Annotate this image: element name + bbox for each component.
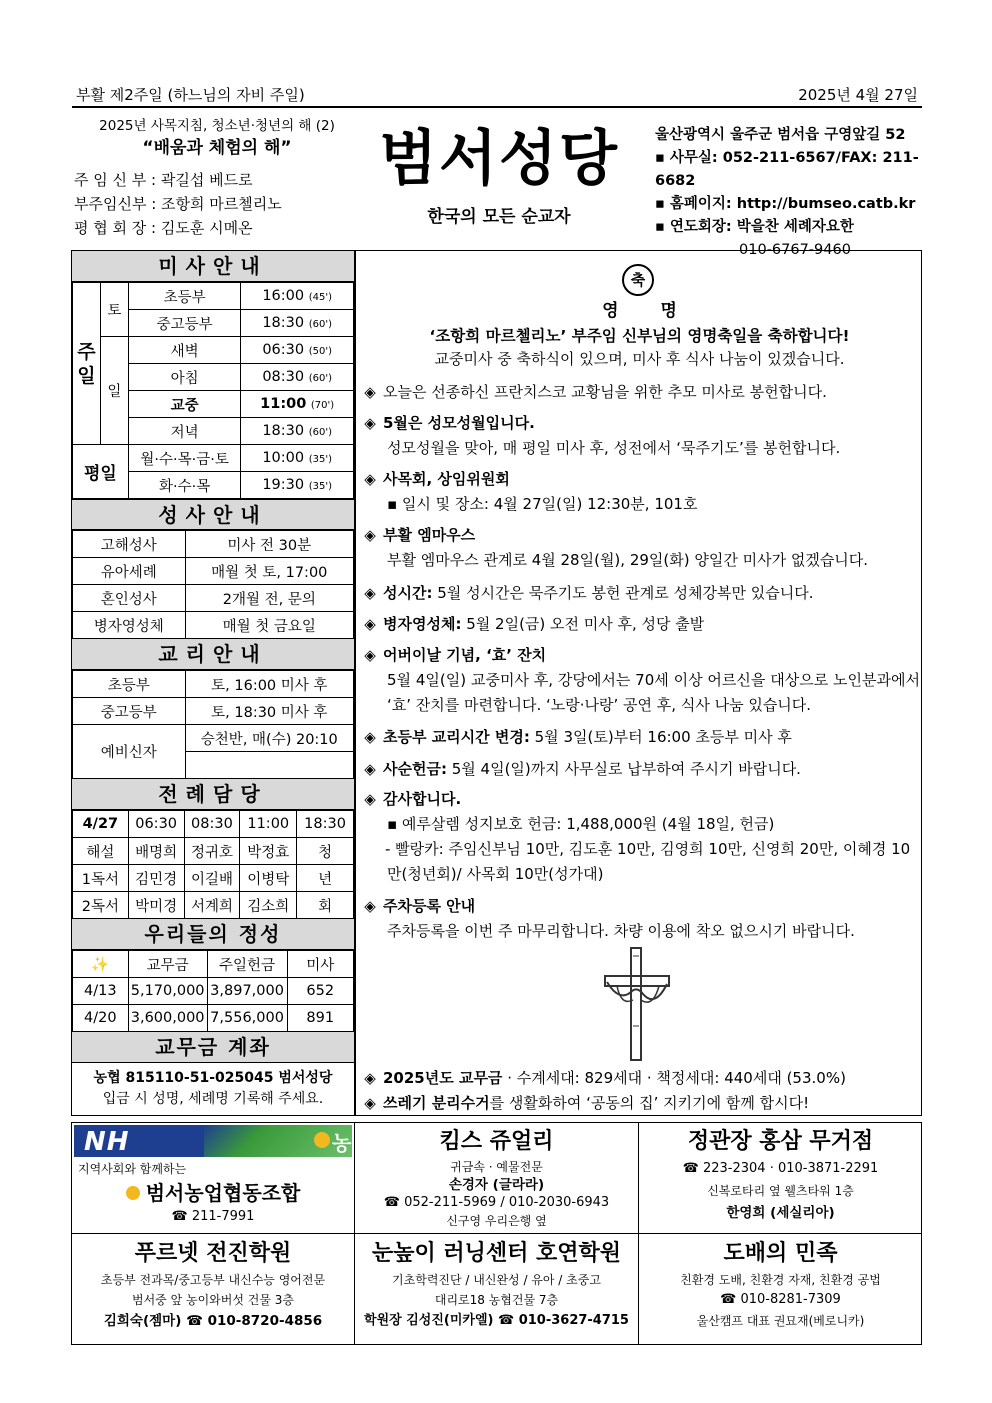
notice-text: 5월 4일(일) 교중미사 후, 강당에서는 70세 이상 어르신을 대상으로 노인분과에서 ‘효’ 잔치를 마련합니다. ‘노랑·나랑’ 공연 후, 식사 나눔 있습니다. <box>387 671 920 714</box>
account-note: 입금 시 성명, 세례명 기록해 주세요. <box>102 1091 324 1107</box>
liturgy-time: 11:00 <box>240 811 297 838</box>
notice-item <box>357 787 922 887</box>
notice-item <box>357 612 922 637</box>
liturgy-time: 08:30 <box>184 811 240 838</box>
notice-title: 어버이날 기념, ‘효’ 잔치 <box>383 646 547 664</box>
sparkle-icon: ✨ <box>73 951 129 978</box>
notice-title: 사순헌금: <box>383 760 447 778</box>
ad-line: 김희숙(젬마) ☎ 010-8720-4856 <box>103 1313 323 1329</box>
catechism-group: 중고등부 <box>73 698 186 725</box>
staff-pastor: 주 임 신 부 : 곽길섭 베드로 <box>74 171 253 189</box>
sacrament-table <box>72 530 354 639</box>
ad-line: 기초학력진단 / 내신완성 / 유아 / 초중고 <box>392 1273 601 1287</box>
mass-time: 18:30 (60') <box>241 310 354 337</box>
notice-title: 5월은 성모성월입니다. <box>383 414 535 432</box>
notice-text: ▪ 예루살렘 성지보호 헌금: 1,488,000원 (4월 18일, 헌금) <box>387 815 775 833</box>
ad-line: 대리로18 농협건물 7층 <box>434 1293 559 1307</box>
ad-nh <box>74 1178 352 1226</box>
ad-line: ☎ 052-211-5969 / 010-2030-6943 <box>383 1195 610 1210</box>
cross-icon <box>597 946 677 1062</box>
church-name: 범서성당 <box>379 124 619 194</box>
ad-name: 범서농업협동조합 <box>145 1181 301 1205</box>
liturgy-role: 해설 <box>73 838 129 865</box>
sacrament-info: 매월 첫 금요일 <box>185 612 353 639</box>
staff-president: 평 협 회 장 : 김도훈 시메온 <box>74 219 253 237</box>
catechism-time: 토, 18:30 미사 후 <box>185 698 353 725</box>
catechism-table <box>72 670 354 779</box>
ad-name: 도배의 민족 <box>723 1241 838 1266</box>
diamond-icon: ◈ <box>364 728 376 746</box>
liturgy-person: 김민경 <box>128 865 184 892</box>
ad-name: 정관장 홍삼 무거점 <box>687 1129 874 1154</box>
notice-item <box>357 1091 922 1116</box>
diamond-icon: ◈ <box>364 414 376 432</box>
offering-col: 주일헌금 <box>207 951 287 978</box>
diamond-icon: ◈ <box>364 790 376 808</box>
ad-name: 눈높이 러닝센터 호연학원 <box>371 1241 622 1266</box>
mass-time: 06:30 (50') <box>241 337 354 364</box>
notice-title: 주차등록 안내 <box>383 897 476 915</box>
mass-time: 11:00 (70') <box>241 391 354 418</box>
yeondo-phone: 010-6767-9460 <box>739 242 851 258</box>
header-right <box>655 124 925 262</box>
issue-date: 2025년 4월 27일 <box>798 86 918 104</box>
mass-name: 저녁 <box>128 418 240 445</box>
sacrament-info: 2개월 전, 문의 <box>185 585 353 612</box>
notice-item <box>357 643 922 718</box>
offering-heading: 우리들의 정성 <box>72 918 354 950</box>
diamond-icon: ◈ <box>364 615 376 633</box>
offering-value: 3,600,000 <box>128 1005 207 1032</box>
mass-name: 교중 <box>128 391 240 418</box>
ad-kims <box>356 1126 637 1230</box>
ad-nunnopi <box>356 1238 637 1332</box>
liturgy-person: 서계희 <box>184 892 240 919</box>
notice-title: 쓰레기 분리수거 <box>383 1094 490 1112</box>
notice-text: 오늘은 선종하신 프란치스코 교황님을 위한 추모 미사로 봉헌합니다. <box>383 383 827 401</box>
liturgy-table <box>72 810 354 919</box>
sacrament-name: 고해성사 <box>73 531 186 558</box>
ad-tag: 지역사회와 함께하는 <box>78 1162 187 1176</box>
notice-text: · 수계세대: 829세대 · 책정세대: 440세대 (53.0%) <box>502 1069 846 1087</box>
notice-item <box>357 581 922 606</box>
mass-name: 초등부 <box>128 283 240 310</box>
liturgy-person: 이병탁 <box>240 865 297 892</box>
column-divider <box>354 250 356 1116</box>
saturday-label: 토 <box>100 283 128 337</box>
ad-line: 신구영 우리은행 옆 <box>446 1214 547 1228</box>
notice-text2: - 빨랑카: 주임신부님 10만, 김도훈 10만, 김영희 10만, 신영희 20만, 이혜경 10만(청년회)/ 사목회 10만(성가대) <box>385 840 911 883</box>
liturgy-time: 06:30 <box>128 811 184 838</box>
mass-name: 중고등부 <box>128 310 240 337</box>
sacrament-heading: 성사안내 <box>72 499 354 530</box>
notice-text: 를 생활화하여 ‘공동의 집’ 지키기에 함께 합시다! <box>489 1094 810 1112</box>
ad-line: ☎ 223-2304 · 010-3871-2291 <box>682 1161 879 1176</box>
issue-header <box>72 82 922 108</box>
diamond-icon: ◈ <box>364 1069 376 1087</box>
celebration-badge-icon: 축 <box>622 264 654 296</box>
diamond-icon: ◈ <box>364 760 376 778</box>
notice-title: 부활 엠마우스 <box>383 526 476 544</box>
liturgy-person: 정귀호 <box>184 838 240 865</box>
ad-purunet <box>72 1238 354 1332</box>
diamond-icon: ◈ <box>364 1094 376 1112</box>
liturgy-person: 이길배 <box>184 865 240 892</box>
mass-heading: 미사안내 <box>72 251 354 282</box>
notice-title: 사목회, 상임위원회 <box>383 470 510 488</box>
offering-value: 7,556,000 <box>207 1005 287 1032</box>
offering-col: 교무금 <box>128 951 207 978</box>
notice-text: 부활 엠마우스 관계로 4월 28일(월), 29일(화) 양일간 미사가 없겠습니다. <box>387 551 869 569</box>
catechism-heading: 교리안내 <box>72 638 354 670</box>
liturgy-person: 배명희 <box>128 838 184 865</box>
notice-item <box>357 1066 922 1091</box>
diamond-icon: ◈ <box>364 584 376 602</box>
motto: “배움과 체험의 해” <box>142 138 292 158</box>
church-subtitle: 한국의 모든 순교자 <box>427 207 571 227</box>
notice-item <box>357 725 922 750</box>
mass-name: 새벽 <box>128 337 240 364</box>
notice-item <box>357 757 922 782</box>
yeondo-president: ▪ 연도회장: 박을찬 세례자요한 <box>655 219 854 235</box>
ad-dobae <box>640 1238 921 1332</box>
ad-line: 울산캠프 대표 권묘재(베로니카) <box>696 1314 865 1328</box>
notice-title: 성시간: <box>383 584 433 602</box>
mass-time: 19:30 (35') <box>241 472 354 499</box>
ad-line: ☎ 010-8281-7309 <box>720 1292 841 1307</box>
notice-title: 감사합니다. <box>383 790 462 808</box>
feast-line2: 교중미사 중 축하식이 있으며, 미사 후 식사 나눔이 있겠습니다. <box>434 350 845 368</box>
liturgy-person: 박정효 <box>240 838 297 865</box>
notice-title: 병자영성체: <box>383 615 462 633</box>
account-info <box>72 1068 354 1110</box>
mass-name: 월·수·목·금·토 <box>128 445 240 472</box>
diamond-icon: ◈ <box>364 383 376 401</box>
ad-divider <box>71 1233 922 1234</box>
ad-line: 범서중 앞 농이와버섯 건물 3층 <box>132 1293 294 1307</box>
motto-sub: 2025년 사목지침, 청소년·청년의 해 (2) <box>99 118 335 134</box>
notice-item <box>357 523 922 573</box>
notice-title: 2025년도 교무금 <box>383 1069 503 1087</box>
catechumen-class: 승천반, 매(수) 20:10 <box>185 725 353 752</box>
diamond-icon: ◈ <box>364 646 376 664</box>
ad-line: 손경자 (글라라) <box>448 1177 545 1193</box>
nh-text: NH <box>84 1127 130 1157</box>
ad-phone: ☎ 211-7991 <box>171 1209 255 1224</box>
ad-line: 친환경 도배, 친환경 자재, 친환경 공법 <box>680 1273 881 1287</box>
sunday-name: 부활 제2주일 (하느님의 자비 주일) <box>76 86 305 104</box>
notice-item <box>357 467 922 517</box>
sunday-day-label: 일 <box>100 337 128 445</box>
sacrament-info: 매월 첫 토, 17:00 <box>185 558 353 585</box>
nh-emblem-icon <box>314 1132 330 1148</box>
ad-line: 귀금속 · 예물전문 <box>450 1160 543 1174</box>
mass-name: 화·수·목 <box>128 472 240 499</box>
office-phone: ▪ 사무실: 052-211-6567/FAX: 211-6682 <box>655 150 919 189</box>
nh-emblem-icon <box>126 1186 140 1200</box>
diamond-icon: ◈ <box>364 470 376 488</box>
liturgy-person: 박미경 <box>128 892 184 919</box>
header-left <box>72 116 362 240</box>
notice-text: 성모성월을 맞아, 매 평일 미사 후, 성전에서 ‘묵주기도’를 봉헌합니다. <box>387 439 841 457</box>
liturgy-role: 2독서 <box>73 892 129 919</box>
offering-value: 891 <box>287 1005 353 1032</box>
feast-title: 영 명 <box>602 301 677 321</box>
ad-line: 한영희 (세실리아) <box>726 1205 835 1221</box>
catechism-time: 토, 16:00 미사 후 <box>185 671 353 698</box>
notice-text: 주차등록을 이번 주 마무리합니다. 차량 이용에 착오 없으시기 바랍니다. <box>387 922 855 940</box>
mass-time: 16:00 (45') <box>241 283 354 310</box>
sacrament-name: 혼인성사 <box>73 585 186 612</box>
diamond-icon: ◈ <box>364 526 376 544</box>
offering-value: 5,170,000 <box>128 978 207 1005</box>
liturgy-time: 18:30 <box>297 811 354 838</box>
sacrament-name: 유아세례 <box>73 558 186 585</box>
notice-text: 5월 4일(일)까지 사무실로 납부하여 주시기 바랍니다. <box>451 760 801 778</box>
mass-time: 18:30 (60') <box>241 418 354 445</box>
notice-text: 5월 성시간은 묵주기도 봉헌 관계로 성체강복만 있습니다. <box>437 584 814 602</box>
catechism-group: 초등부 <box>73 671 186 698</box>
weekday-label: 평일 <box>73 445 129 499</box>
notice-item <box>357 411 922 461</box>
homepage[interactable]: ▪ 홈페이지: http://bumseo.catb.kr <box>655 196 916 212</box>
mass-table <box>72 282 354 499</box>
liturgy-person: 회 <box>297 892 354 919</box>
offering-value: 3,897,000 <box>207 978 287 1005</box>
mass-time: 10:00 (35') <box>241 445 354 472</box>
offering-value: 652 <box>287 978 353 1005</box>
liturgy-heading: 전례담당 <box>72 778 354 810</box>
address: 울산광역시 울주군 범서읍 구영앞길 52 <box>655 127 906 143</box>
notice-title: 초등부 교리시간 변경: <box>383 728 530 746</box>
diamond-icon: ◈ <box>364 897 376 915</box>
ad-line: 신복로타리 옆 웰츠타워 1층 <box>707 1184 854 1198</box>
feast-line1: ‘조항희 마르첼리노’ 부주임 신부님의 영명축일을 축하합니다! <box>429 327 850 345</box>
empty-cell <box>185 752 353 779</box>
account-number: 농협 815110-51-025045 범서성당 <box>93 1070 333 1086</box>
staff-list <box>72 168 362 240</box>
offering-col: 미사 <box>287 951 353 978</box>
nh-brand: 농협 <box>332 1131 352 1184</box>
sacrament-name: 병자영성체 <box>73 612 186 639</box>
ad-ginseng <box>640 1126 921 1224</box>
notice-text: 5월 3일(토)부터 16:00 초등부 미사 후 <box>534 728 792 746</box>
ad-name: 푸르넷 전진학원 <box>134 1241 292 1266</box>
notice-item <box>357 894 922 944</box>
ad-line: 학원장 김성진(미카엘) ☎ 010-3627-4715 <box>364 1313 629 1328</box>
mass-time: 08:30 (60') <box>241 364 354 391</box>
liturgy-date: 4/27 <box>73 811 129 838</box>
ad-line: 초등부 전과목/중고등부 내신수능 영어전문 <box>100 1273 326 1287</box>
sunday-label: 주일 <box>73 283 101 445</box>
liturgy-person: 김소희 <box>240 892 297 919</box>
ad-name: 킴스 쥬얼리 <box>439 1129 554 1154</box>
staff-assistant: 부주임신부 : 조항희 마르첼리노 <box>74 195 282 213</box>
account-heading: 교무금 계좌 <box>72 1031 354 1063</box>
offering-date: 4/20 <box>73 1005 129 1032</box>
liturgy-person: 청 <box>297 838 354 865</box>
liturgy-role: 1독서 <box>73 865 129 892</box>
offering-table <box>72 950 354 1032</box>
notice-item <box>357 380 922 405</box>
liturgy-person: 년 <box>297 865 354 892</box>
notice-text: ▪ 일시 및 장소: 4월 27일(일) 12:30분, 101호 <box>387 495 698 513</box>
church-title <box>366 118 632 227</box>
offering-date: 4/13 <box>73 978 129 1005</box>
sacrament-info: 미사 전 30분 <box>185 531 353 558</box>
mass-name: 아침 <box>128 364 240 391</box>
notice-text: 5월 2일(금) 오전 미사 후, 성당 출발 <box>466 615 705 633</box>
catechumen-label: 예비신자 <box>73 725 186 779</box>
